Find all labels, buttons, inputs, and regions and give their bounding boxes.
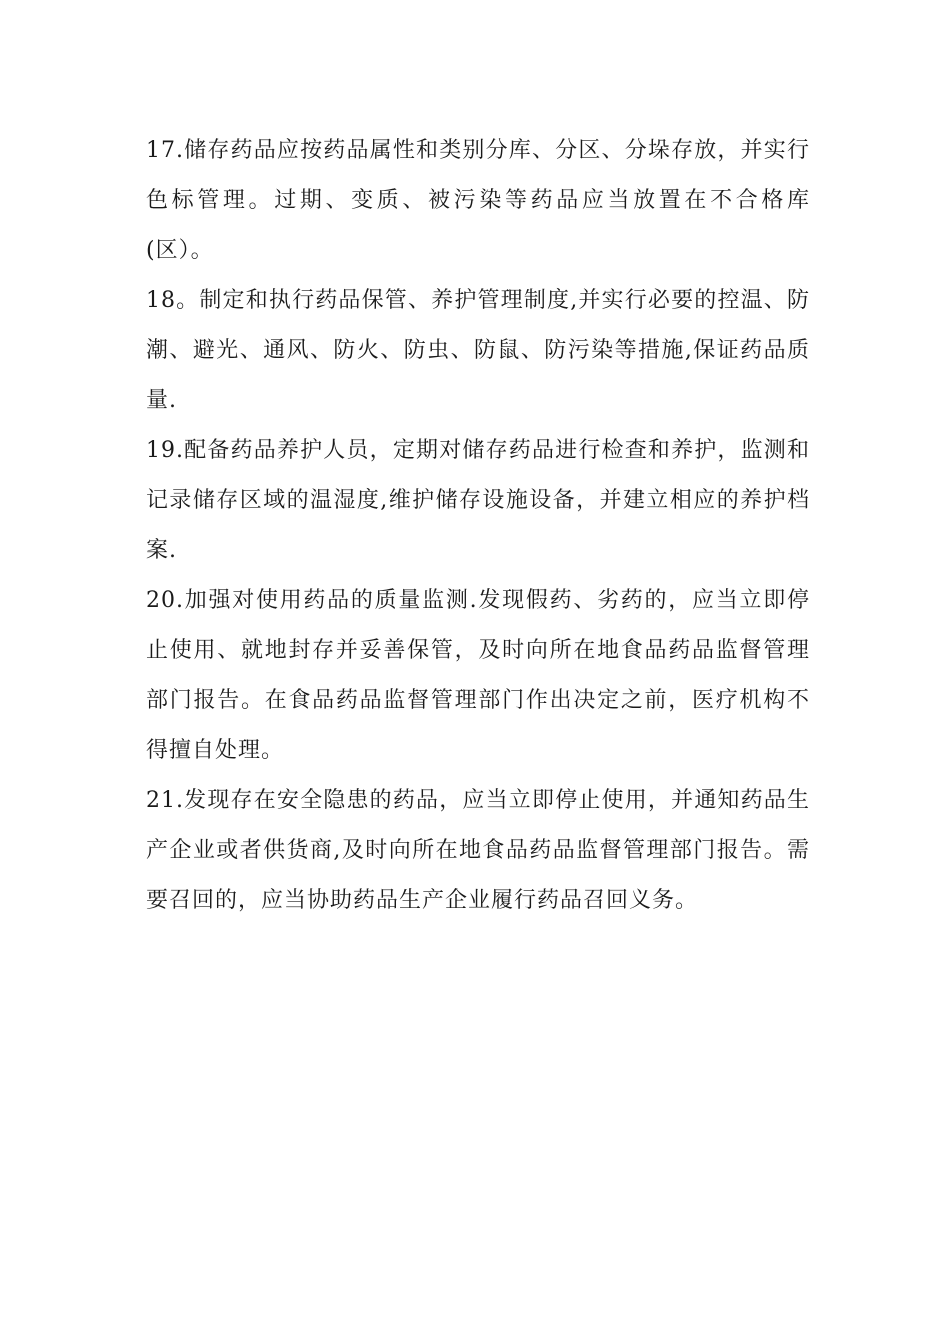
paragraph-17: 17.储存药品应按药品属性和类别分库、分区、分垛存放，并实行色标管理。过期、变质、被污染等药品应当放置在不合格库(区）。: [146, 138, 810, 263]
paragraph-21: 21.发现存在安全隐患的药品，应当立即停止使用，并通知药品生产企业或者供货商,及时向所在地食品药品监督管理部门报告。需要召回的，应当协助药品生产企业履行药品召回义务。: [146, 788, 810, 913]
paragraph-18: 18。制定和执行药品保管、养护管理制度,并实行必要的控温、防潮、避光、通风、防火、防虫、防鼠、防污染等措施,保证药品质量.: [146, 288, 810, 413]
document-body: [146, 126, 810, 926]
paragraph-19: 19.配备药品养护人员，定期对储存药品进行检查和养护，监测和记录储存区域的温湿度,维护储存设施设备，并建立相应的养护档案.: [146, 438, 810, 563]
paragraph-20: 20.加强对使用药品的质量监测.发现假药、劣药的，应当立即停止使用、就地封存并妥善保管，及时向所在地食品药品监督管理部门报告。在食品药品监督管理部门作出决定之前，医疗机构不得擅自处理。: [146, 588, 810, 763]
